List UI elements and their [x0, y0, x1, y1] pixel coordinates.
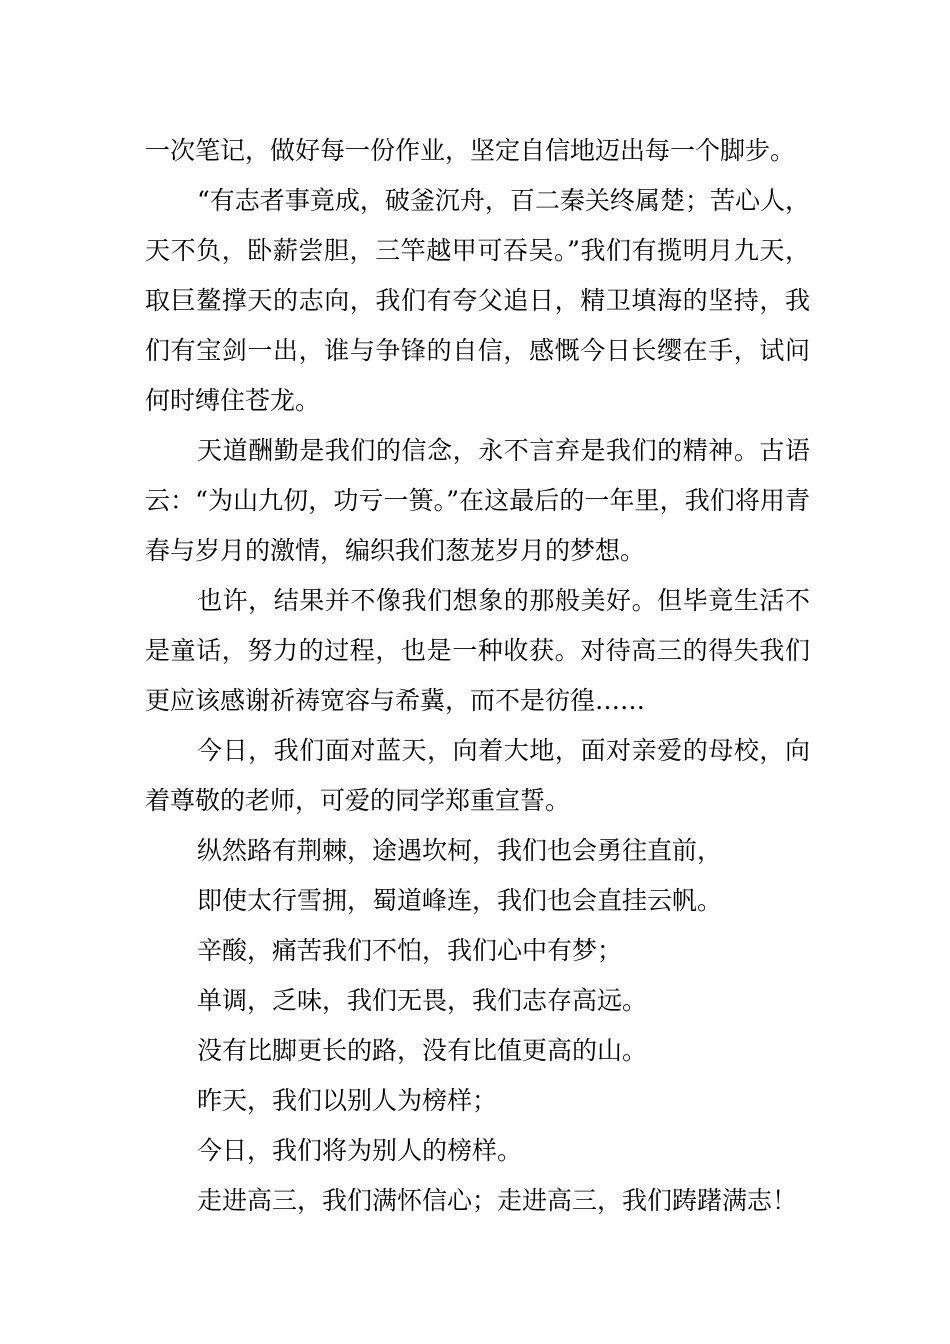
paragraph-quote-ambition: “有志者事竟成，破釜沉舟，百二秦关终属楚；苦心人，天不负，卧薪尝胆，三竿越甲可吞吴。”我们有揽明月九天，取巨鳌撑天的志向，我们有夸父追日，精卫填海的坚持，我们有宝剑一出，谁与争锋的自信，感慨今日长缨在手，试问何时缚住苍龙。: [145, 186, 810, 415]
verse-line: 即使太行雪拥，蜀道峰连，我们也会直挂云帆。: [197, 886, 723, 915]
document-body: [145, 126, 810, 1226]
verse-line: 昨天，我们以别人为榜样；: [197, 1086, 498, 1115]
paragraph-oath-intro: 今日，我们面对蓝天，向着大地，面对亲爱的母校，向着尊敬的老师，可爱的同学郑重宣誓。: [145, 736, 810, 815]
paragraph-diligence: 天道酬勤是我们的信念，永不言弃是我们的精神。古语云：“为山九仞，功亏一篑。”在这最后的一年里，我们将用青春与岁月的激情，编织我们葱茏岁月的梦想。: [145, 436, 810, 565]
verse-line: 走进高三，我们满怀信心；走进高三，我们踌躇满志！: [197, 1186, 798, 1215]
paragraph-perhaps: 也许，结果并不像我们想象的那般美好。但毕竟生活不是童话，努力的过程，也是一种收获。对待高三的得失我们更应该感谢祈祷宽容与希冀，而不是彷徨……: [145, 586, 810, 715]
paragraph-continuation: 一次笔记，做好每一份作业，坚定自信地迈出每一个脚步。: [145, 136, 796, 165]
verse-line: 没有比脚更长的路，没有比值更高的山。: [197, 1036, 648, 1065]
verse-line: 辛酸，痛苦我们不怕，我们心中有梦；: [197, 936, 623, 965]
verse-line: 单调，乏味，我们无畏，我们志存高远。: [197, 986, 648, 1015]
verse-line: 纵然路有荆棘，途遇坎柯，我们也会勇往直前，: [197, 836, 723, 865]
verse-line: 今日，我们将为别人的榜样。: [197, 1136, 523, 1165]
